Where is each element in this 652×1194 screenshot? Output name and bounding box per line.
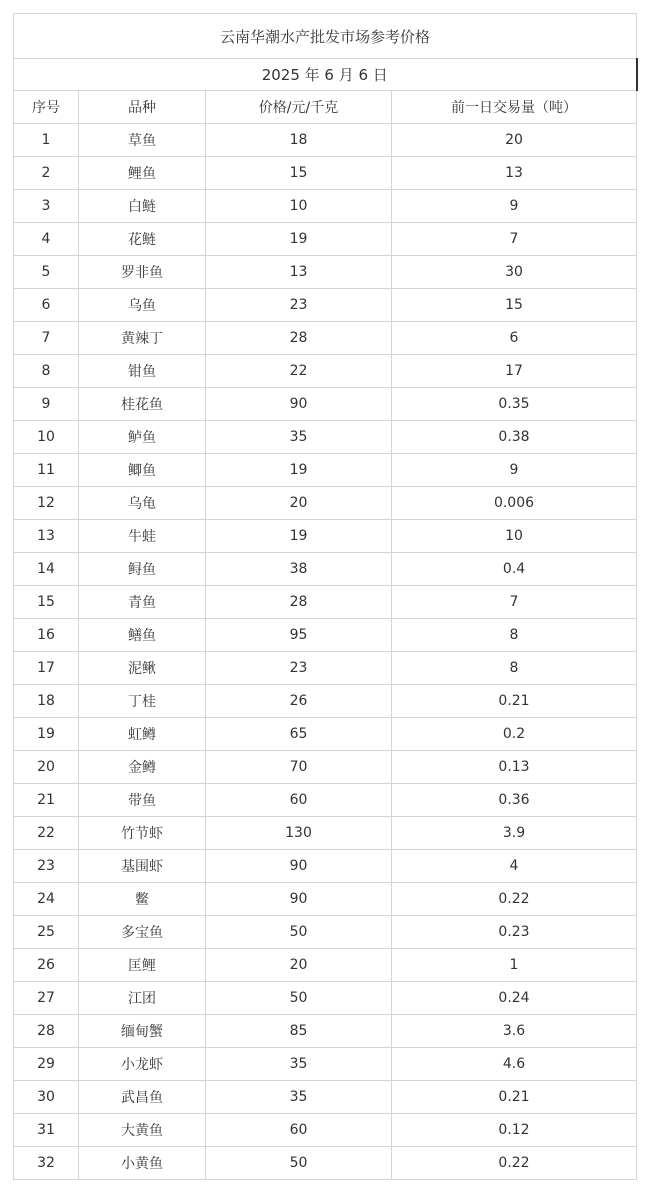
cell-variety: 鲫鱼 — [79, 454, 206, 487]
cell-price: 20 — [206, 487, 392, 520]
title-row — [14, 14, 637, 59]
cell-volume: 4 — [392, 850, 637, 883]
table-body — [14, 124, 637, 1180]
cell-variety: 鳖 — [79, 883, 206, 916]
cell-volume: 3.9 — [392, 817, 637, 850]
cell-volume: 0.12 — [392, 1114, 637, 1147]
cell-price: 90 — [206, 883, 392, 916]
table-row — [14, 982, 637, 1015]
cell-price: 35 — [206, 1048, 392, 1081]
cell-price: 13 — [206, 256, 392, 289]
table-row — [14, 916, 637, 949]
table-row — [14, 355, 637, 388]
cell-price: 28 — [206, 322, 392, 355]
cell-volume: 0.13 — [392, 751, 637, 784]
cell-variety: 乌鱼 — [79, 289, 206, 322]
cell-index: 10 — [14, 421, 79, 454]
cell-volume: 0.21 — [392, 685, 637, 718]
cell-price: 23 — [206, 652, 392, 685]
cell-index: 6 — [14, 289, 79, 322]
cell-price: 60 — [206, 784, 392, 817]
cell-index: 19 — [14, 718, 79, 751]
cell-index: 28 — [14, 1015, 79, 1048]
cell-volume: 1 — [392, 949, 637, 982]
cell-volume: 7 — [392, 586, 637, 619]
cell-price: 26 — [206, 685, 392, 718]
cell-variety: 大黄鱼 — [79, 1114, 206, 1147]
cell-variety: 匡鲤 — [79, 949, 206, 982]
table-row — [14, 1081, 637, 1114]
cell-variety: 江团 — [79, 982, 206, 1015]
cell-price: 35 — [206, 421, 392, 454]
cell-index: 30 — [14, 1081, 79, 1114]
cell-variety: 花鲢 — [79, 223, 206, 256]
table-row — [14, 586, 637, 619]
cell-index: 27 — [14, 982, 79, 1015]
cell-variety: 基围虾 — [79, 850, 206, 883]
cell-price: 15 — [206, 157, 392, 190]
cell-variety: 虹鳟 — [79, 718, 206, 751]
cell-index: 4 — [14, 223, 79, 256]
column-header-variety: 品种 — [79, 91, 206, 124]
cell-price: 19 — [206, 520, 392, 553]
column-header-price: 价格/元/千克 — [206, 91, 392, 124]
table-row — [14, 949, 637, 982]
cell-variety: 泥鳅 — [79, 652, 206, 685]
cell-price: 19 — [206, 223, 392, 256]
cell-volume: 6 — [392, 322, 637, 355]
cell-volume: 8 — [392, 619, 637, 652]
table-row — [14, 817, 637, 850]
cell-volume: 13 — [392, 157, 637, 190]
cell-price: 60 — [206, 1114, 392, 1147]
cell-index: 25 — [14, 916, 79, 949]
cell-price: 28 — [206, 586, 392, 619]
cell-price: 22 — [206, 355, 392, 388]
cell-price: 70 — [206, 751, 392, 784]
table-row — [14, 124, 637, 157]
cell-variety: 乌龟 — [79, 487, 206, 520]
cell-volume: 4.6 — [392, 1048, 637, 1081]
cell-index: 26 — [14, 949, 79, 982]
cell-index: 22 — [14, 817, 79, 850]
table-row — [14, 157, 637, 190]
cell-volume: 0.23 — [392, 916, 637, 949]
cell-volume: 0.22 — [392, 883, 637, 916]
cell-volume: 20 — [392, 124, 637, 157]
cell-volume: 9 — [392, 190, 637, 223]
cell-index: 12 — [14, 487, 79, 520]
cell-index: 14 — [14, 553, 79, 586]
table-row — [14, 850, 637, 883]
cell-variety: 缅甸蟹 — [79, 1015, 206, 1048]
table-row — [14, 1048, 637, 1081]
price-table — [13, 13, 638, 1180]
cell-volume: 17 — [392, 355, 637, 388]
table-row — [14, 619, 637, 652]
cell-variety: 草鱼 — [79, 124, 206, 157]
table-date: 2025 年 6 月 6 日 — [14, 59, 637, 91]
cell-price: 35 — [206, 1081, 392, 1114]
cell-index: 16 — [14, 619, 79, 652]
table-row — [14, 454, 637, 487]
cell-price: 65 — [206, 718, 392, 751]
cell-price: 85 — [206, 1015, 392, 1048]
cell-variety: 金鳟 — [79, 751, 206, 784]
date-row — [14, 59, 637, 91]
cell-index: 32 — [14, 1147, 79, 1180]
cell-variety: 鲤鱼 — [79, 157, 206, 190]
cell-volume: 3.6 — [392, 1015, 637, 1048]
table-row — [14, 190, 637, 223]
cell-volume: 15 — [392, 289, 637, 322]
cell-index: 29 — [14, 1048, 79, 1081]
cell-volume: 0.22 — [392, 1147, 637, 1180]
cell-index: 23 — [14, 850, 79, 883]
cell-index: 13 — [14, 520, 79, 553]
cell-index: 9 — [14, 388, 79, 421]
table-row — [14, 520, 637, 553]
table-row — [14, 1114, 637, 1147]
table-title: 云南华潮水产批发市场参考价格 — [14, 14, 637, 59]
table-row — [14, 256, 637, 289]
cell-price: 50 — [206, 916, 392, 949]
cell-volume: 10 — [392, 520, 637, 553]
table-row — [14, 223, 637, 256]
cell-index: 24 — [14, 883, 79, 916]
cell-price: 90 — [206, 850, 392, 883]
table-row — [14, 421, 637, 454]
cell-price: 38 — [206, 553, 392, 586]
cell-variety: 钳鱼 — [79, 355, 206, 388]
cell-variety: 带鱼 — [79, 784, 206, 817]
cell-variety: 白鲢 — [79, 190, 206, 223]
cell-volume: 0.38 — [392, 421, 637, 454]
cell-variety: 竹节虾 — [79, 817, 206, 850]
cell-variety: 鳝鱼 — [79, 619, 206, 652]
table-row — [14, 1015, 637, 1048]
table-row — [14, 784, 637, 817]
cell-variety: 丁桂 — [79, 685, 206, 718]
cell-volume: 0.36 — [392, 784, 637, 817]
cell-index: 15 — [14, 586, 79, 619]
cell-variety: 小龙虾 — [79, 1048, 206, 1081]
table-row — [14, 553, 637, 586]
cell-volume: 0.24 — [392, 982, 637, 1015]
table-row — [14, 289, 637, 322]
column-header-index: 序号 — [14, 91, 79, 124]
cell-variety: 鲟鱼 — [79, 553, 206, 586]
cell-volume: 0.4 — [392, 553, 637, 586]
cell-index: 3 — [14, 190, 79, 223]
cell-price: 23 — [206, 289, 392, 322]
cell-index: 2 — [14, 157, 79, 190]
cell-variety: 黄辣丁 — [79, 322, 206, 355]
cell-index: 18 — [14, 685, 79, 718]
cell-variety: 罗非鱼 — [79, 256, 206, 289]
table-row — [14, 1147, 637, 1180]
cell-volume: 0.21 — [392, 1081, 637, 1114]
cell-volume: 0.006 — [392, 487, 637, 520]
cell-volume: 0.2 — [392, 718, 637, 751]
cell-volume: 0.35 — [392, 388, 637, 421]
cell-variety: 多宝鱼 — [79, 916, 206, 949]
cell-variety: 牛蛙 — [79, 520, 206, 553]
cell-price: 10 — [206, 190, 392, 223]
cell-volume: 8 — [392, 652, 637, 685]
cell-index: 17 — [14, 652, 79, 685]
cell-volume: 7 — [392, 223, 637, 256]
cell-price: 20 — [206, 949, 392, 982]
cell-variety: 桂花鱼 — [79, 388, 206, 421]
cell-price: 130 — [206, 817, 392, 850]
cell-price: 50 — [206, 1147, 392, 1180]
cell-volume: 30 — [392, 256, 637, 289]
cell-index: 1 — [14, 124, 79, 157]
table-row — [14, 388, 637, 421]
table-row — [14, 685, 637, 718]
cell-price: 19 — [206, 454, 392, 487]
cell-volume: 9 — [392, 454, 637, 487]
header-row — [14, 91, 637, 124]
table-row — [14, 322, 637, 355]
table-row — [14, 487, 637, 520]
table-row — [14, 652, 637, 685]
table-row — [14, 751, 637, 784]
cell-index: 5 — [14, 256, 79, 289]
cell-price: 90 — [206, 388, 392, 421]
table-row — [14, 718, 637, 751]
cell-index: 20 — [14, 751, 79, 784]
cell-index: 31 — [14, 1114, 79, 1147]
table-row — [14, 883, 637, 916]
cell-price: 95 — [206, 619, 392, 652]
cell-variety: 鲈鱼 — [79, 421, 206, 454]
cell-variety: 武昌鱼 — [79, 1081, 206, 1114]
cell-index: 7 — [14, 322, 79, 355]
cell-variety: 小黄鱼 — [79, 1147, 206, 1180]
cell-price: 50 — [206, 982, 392, 1015]
cell-variety: 青鱼 — [79, 586, 206, 619]
column-header-volume: 前一日交易量（吨） — [392, 91, 637, 124]
cell-index: 8 — [14, 355, 79, 388]
price-table-container — [13, 13, 636, 1180]
cell-price: 18 — [206, 124, 392, 157]
cell-index: 21 — [14, 784, 79, 817]
cell-index: 11 — [14, 454, 79, 487]
